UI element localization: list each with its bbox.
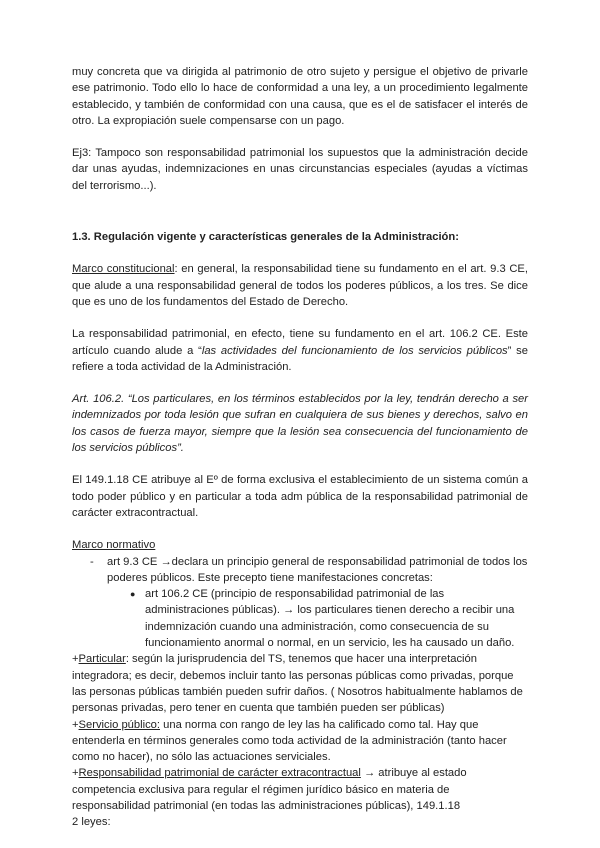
plus-marker: + (72, 767, 79, 780)
plus-marker: + (72, 653, 79, 666)
list-item-art-9-3 (72, 554, 528, 587)
paragraph-149: El 149.1.18 CE atribuye al Eº de forma exclusiva el establecimiento de un sistema común a todo poder público y en particular a toda adm pública de la responsabilidad patrimonial de carácter extracontractual. (72, 474, 528, 519)
resp-pat-after: ” se refiere a toda actividad de la Administración. (72, 344, 528, 373)
document-body (72, 64, 528, 831)
list-item-text: art 9.3 CE →declara un principio general de responsabilidad patrimonial de todos los poderes públicos. Este precepto tiene manifestaciones concretas: (107, 555, 528, 584)
paragraph-ej3: Ej3: Tampoco son responsabilidad patrimonial los supuestos que la administración decide dar unas ayudas, indemnizaciones en unas circunstancias especiales (ayudas a víctimas del terrorismo...). (72, 147, 528, 192)
particular-text: : según la jurisprudencia del TS, tenemos que hacer una interpretación integradora; es decir, debemos incluir tanto las personas públicas como privadas, porque las personas públicas también pueden sufrir daños. ( Nosotros habitualmente hablamos de personas privadas, pero tener en cuenta que también pueden ser públicas) (72, 653, 523, 715)
paragraph-marco-constitucional (72, 261, 528, 310)
resp-pat-before: La responsabilidad patrimonial, en efecto, tiene su fundamento en el art. 106.2 CE. Este artículo cuando alude a “ (72, 328, 528, 357)
section-heading: 1.3. Regulación vigente y características generales de la Administración: (72, 231, 459, 244)
paragraph-2-leyes: 2 leyes: (72, 816, 111, 829)
paragraph-particular (72, 651, 528, 716)
resp-extracontractual-text: → atribuye al estado competencia exclusiva para regular el régimen jurídico básico en materia de responsabilidad patrimonial (en todas las administraciones públicas), 149.1.18 (72, 767, 467, 812)
marco-normativo-label: Marco normativo (72, 539, 156, 552)
sublist-item-art-106-2 (72, 586, 528, 651)
particular-label: Particular (78, 653, 126, 666)
paragraph-resp-extracontractual (72, 765, 528, 814)
paragraph-servicio-publico (72, 717, 528, 766)
marco-constitucional-text: : en general, la responsabilidad tiene su fundamento en el art. 9.3 CE, que alude a una responsabilidad general de todos los poderes públicos, a los tres. Se dice que es uno de los fundamentos del Estado de Derecho. (72, 263, 528, 308)
paragraph-responsabilidad-patrimonial (72, 326, 528, 375)
servicio-publico-text: una norma con rango de ley las ha calificado como tal. Hay que entenderla en términos generales como toda actividad de la administración (tanto hacer como no hacer), no sólo las actuaciones serviciales. (72, 718, 507, 764)
resp-extracontractual-label: Responsabilidad patrimonial de carácter extracontractual (78, 767, 361, 780)
bullet-marker: ● (130, 589, 136, 600)
plus-marker: + (72, 718, 79, 731)
servicio-publico-label: Servicio público: (78, 718, 161, 731)
resp-pat-quote: las actividades del funcionamiento de los servicios públicos (201, 344, 508, 357)
dash-marker: - (90, 555, 94, 568)
marco-constitucional-label: Marco constitucional (72, 263, 175, 276)
paragraph-expropiacion: muy concreta que va dirigida al patrimonio de otro sujeto y persigue el objetivo de privarle ese patrimonio. Todo ello lo hace de conformidad a una ley, a un procedimiento legalmente establecido, y también de conformidad con una causa, que es el de satisfacer el interés de otro. La expropiación suele compensarse con un pago. (72, 66, 528, 127)
sublist-item-text: art 106.2 CE (principio de responsabilidad patrimonial de las administraciones públicas). → los particulares tienen derecho a recibir una indemnización cuando una administración, como consecuencia de su funcionamiento anormal o normal, en un servicio, les ha causado un daño. (145, 588, 515, 650)
article-quote: Art. 106.2. “Los particulares, en los términos establecidos por la ley, tendrán derecho a ser indemnizados por toda lesión que sufran en cualquiera de sus bienes y derechos, salvo en los casos de fuerza mayor, siempre que la lesión sea consecuencia del funcionamiento de los servicios públicos”. (72, 393, 528, 455)
